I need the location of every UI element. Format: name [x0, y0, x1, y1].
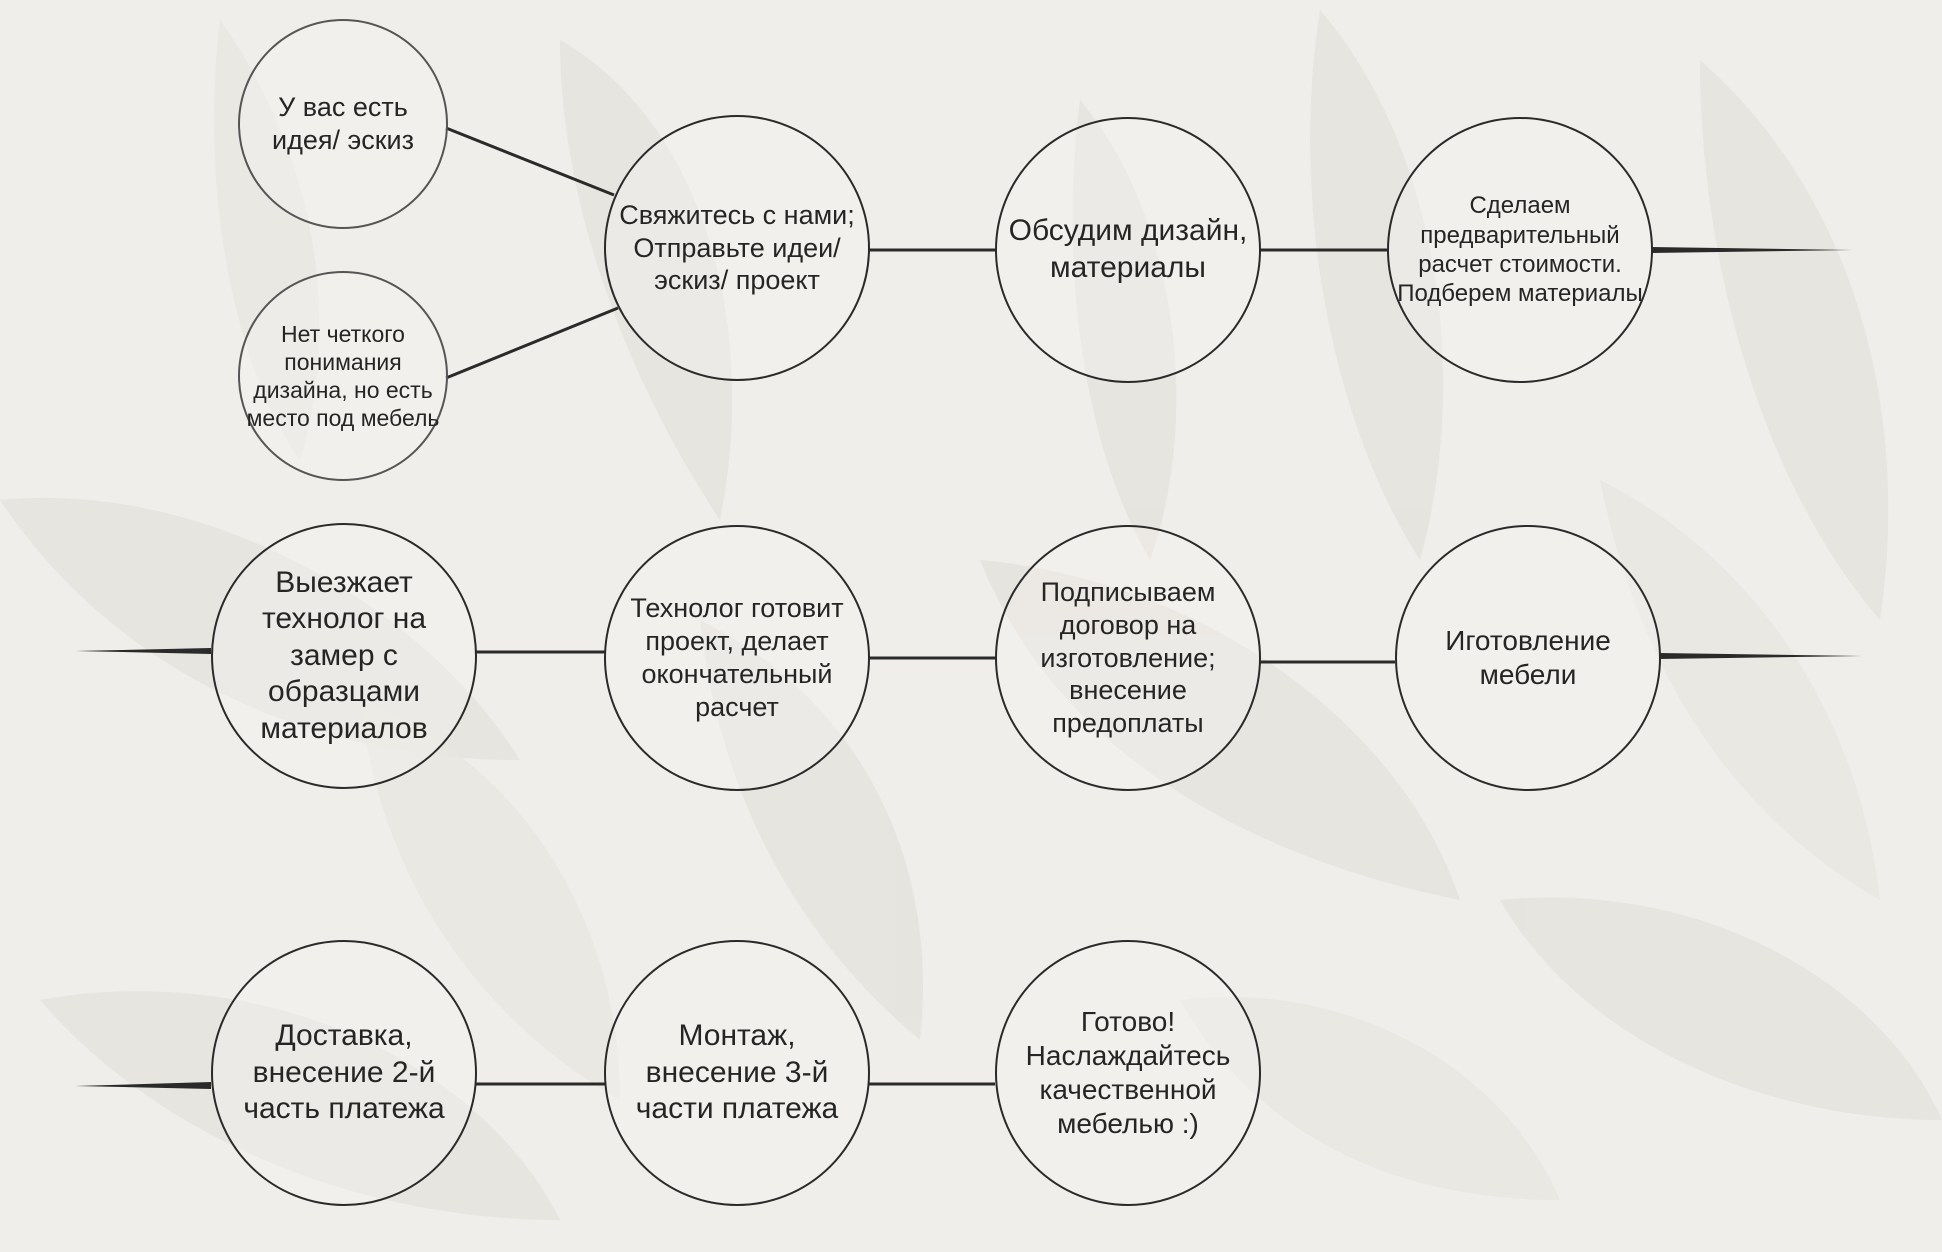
step-delivery [211, 940, 477, 1206]
step-estimate [1387, 117, 1653, 383]
step-contact [604, 115, 870, 381]
step-contract-text: Подписываем договор на изготовление; внесение предоплаты [1040, 576, 1216, 739]
step-done-text: Готово! Наслаждайтесь качественной мебелью :) [1025, 1005, 1231, 1140]
step-idea-text: У вас есть идея/ эскиз [271, 92, 415, 155]
step-production-text: Иготовление мебели [1445, 624, 1611, 690]
step-no-design-text: Нет четкого понимания дизайна, но есть место под мебель [246, 320, 440, 432]
tail-row3-left [75, 1082, 211, 1089]
step-delivery-text: Доставка, внесение 2-й часть платежа [243, 1019, 445, 1126]
tail-row2-right [1659, 653, 1862, 659]
tail-row1-right [1651, 247, 1852, 253]
step-estimate-text: Сделаем предварительный расчет стоимости. Подберем материалы [1397, 192, 1643, 308]
step-project-text: Технолог готовит проект, делает окончательный расчет [630, 593, 844, 722]
step-measure [211, 523, 477, 789]
step-production [1395, 525, 1661, 791]
step-install-text: Монтаж, внесение 3-й части платежа [635, 1019, 839, 1126]
step-contract [995, 525, 1261, 791]
step-discuss [995, 117, 1261, 383]
step-contact-text: Свяжитесь с нами; Отправьте идеи/ эскиз/ проект [619, 199, 855, 296]
step-discuss-text: Обсудим дизайн, материалы [1008, 214, 1248, 284]
step-measure-text: Выезжает технолог на замер с образцами материалов [260, 565, 428, 745]
step-project [604, 525, 870, 791]
step-done [995, 940, 1261, 1206]
step-idea [238, 19, 448, 229]
connector-idea-contact [446, 128, 614, 195]
connector-nodesign-contact [446, 308, 618, 378]
step-no-design [238, 271, 448, 481]
tail-row2-left [75, 648, 211, 654]
step-install [604, 940, 870, 1206]
